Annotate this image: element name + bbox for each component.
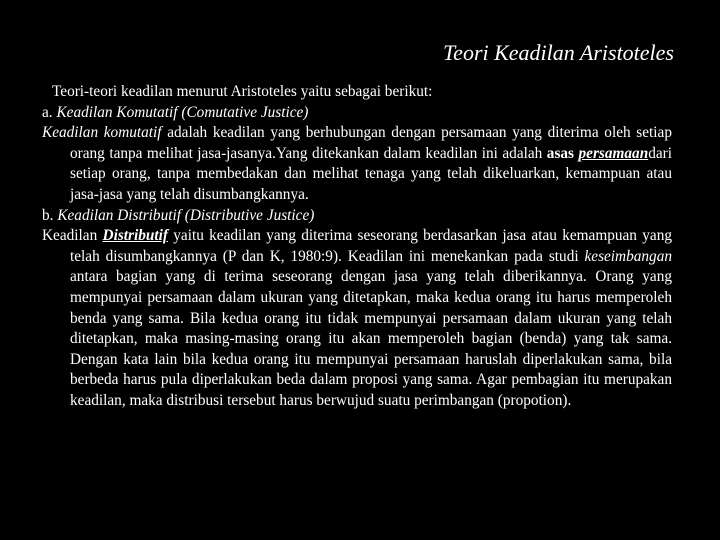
section-a-text-1: adalah keadilan yang berhubungan dengan persamaan yang diterima oleh setiap orang tanpa melihat jasa-jasanya.Yang ditekankan dalam keadilan ini adalah	[70, 124, 672, 162]
section-a-emphasis-asas: asas	[546, 144, 574, 162]
section-b-emphasis-keseimbangan: keseimbangan	[584, 247, 672, 265]
section-a-letter: a.	[42, 103, 53, 121]
section-a-text-2: dari setiap orang, tanpa membedakan dan melihat tenaga yang telah dikeluarkan, kemampuan atau jasa-jasa yang telah disumbangkannya.	[70, 144, 672, 203]
section-b-heading	[42, 206, 672, 227]
slide-body	[42, 82, 672, 412]
section-a-title: Keadilan Komutatif (Comutative Justice)	[56, 103, 309, 121]
section-b-term: Distributif	[102, 227, 168, 245]
intro-text: Teori-teori keadilan menurut Aristoteles yaitu sebagai berikut:	[52, 83, 433, 100]
section-a-emphasis-persamaan: persamaan	[578, 144, 649, 162]
section-a-heading	[42, 103, 672, 124]
slide-title: Teori Keadilan Aristoteles	[442, 40, 674, 65]
section-b-paragraph	[42, 226, 672, 411]
section-a-term: Keadilan komutatif	[42, 124, 162, 142]
section-a-paragraph	[42, 123, 672, 205]
section-b-text-2: antara bagian yang di terima seseorang dengan jasa yang telah diberikannya. Orang yang mempunyai persamaan dalam ukuran yang ditetapkan, maka kedua orang itu harus memperoleh benda yang sama. Bila kedua orang itu tidak mempunyai persamaan dalam ukuran yang telah ditetapkan, maka masing-masing orang itu akan memperoleh bagian (benda) yang tak sama. Dengan kata lain bila kedua orang itu mempunyai persamaan haruslah diperlakukan sama, bila berbeda harus pula diperlakukan beda dalam proposi yang sama. Agar pembagian itu merupakan keadilan, maka distribusi tersebut harus berwujud suatu perimbangan (propotion).	[70, 268, 672, 409]
section-b-title: Keadilan Distributif (Distributive Justice)	[57, 206, 315, 224]
section-b-lead: Keadilan	[42, 227, 103, 245]
section-b-letter: b.	[42, 206, 54, 224]
section-b-text-1: yaitu keadilan yang diterima seseorang berdasarkan jasa atau kemampuan yang telah disumbangkannya (P dan K, 1980:9). Keadilan ini menekankan pada studi	[70, 227, 672, 265]
